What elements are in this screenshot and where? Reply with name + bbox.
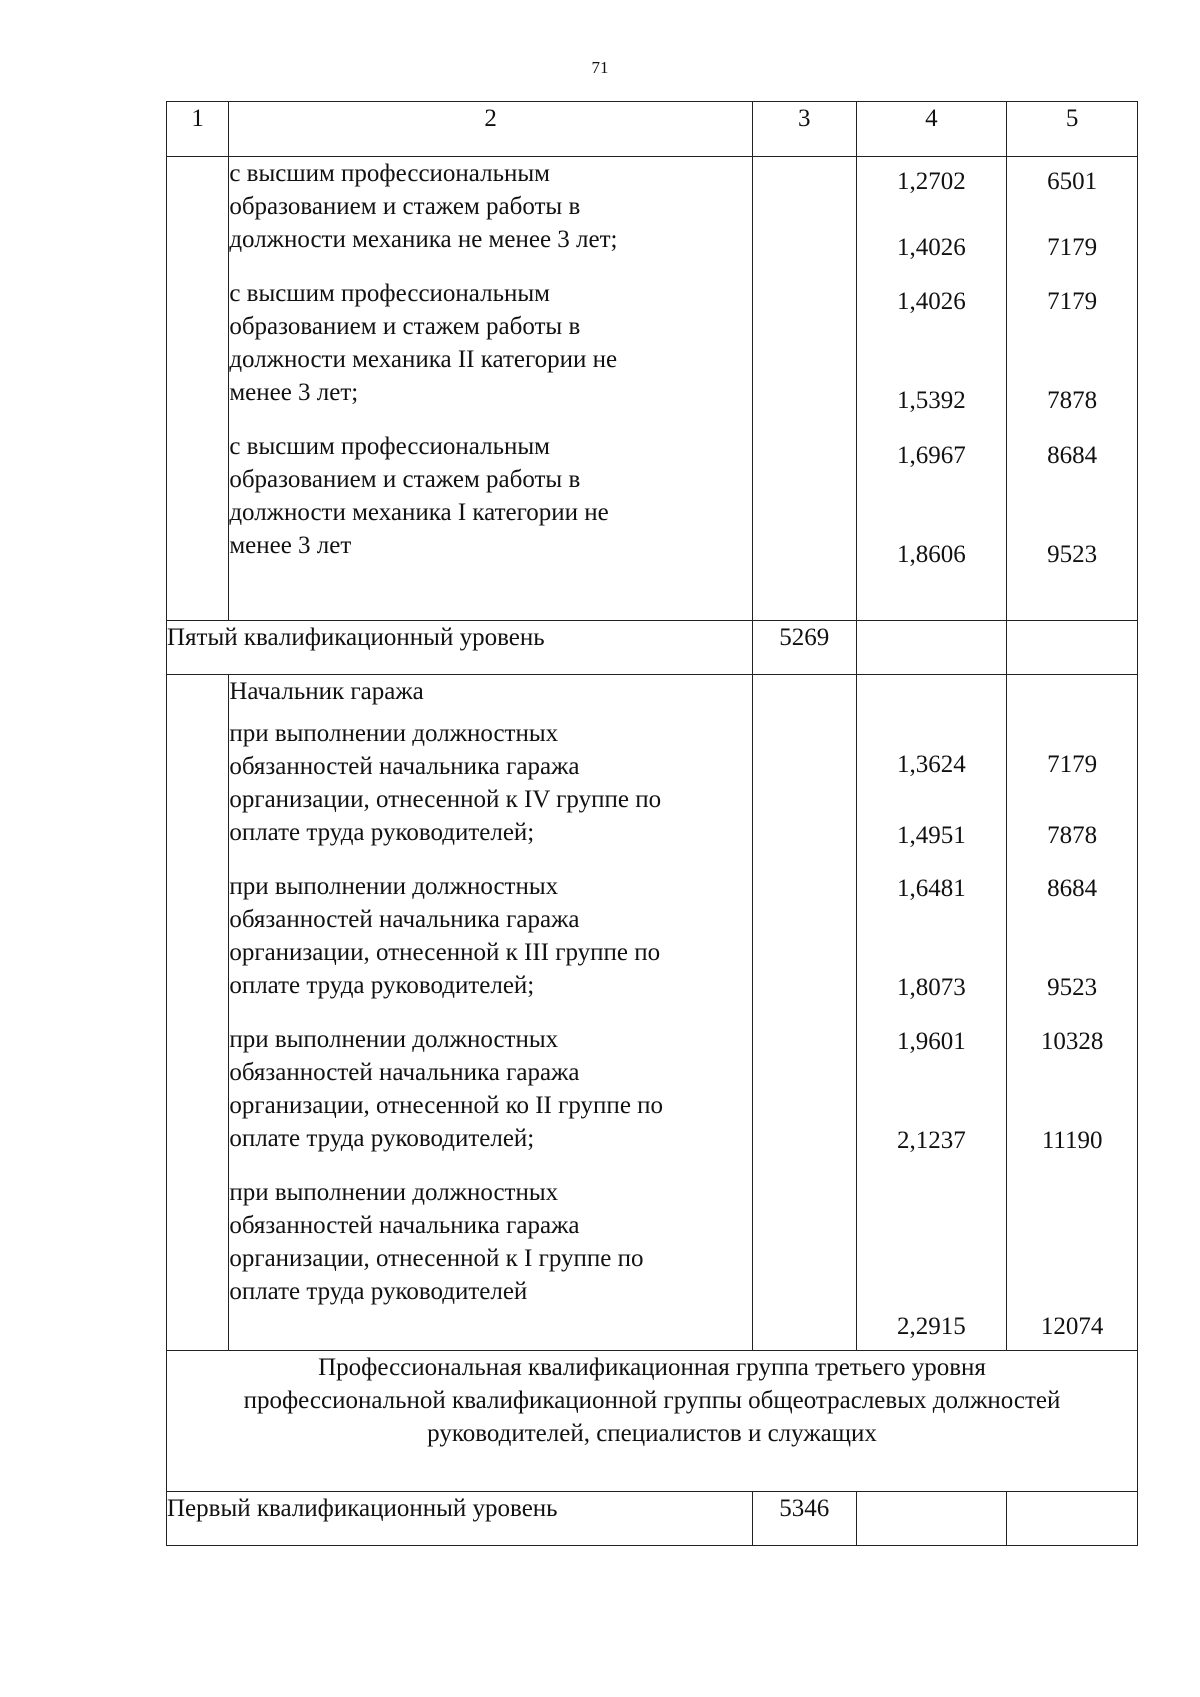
text-line: с высшим профессиональным <box>229 280 550 307</box>
text-line: должности механика II категории не <box>229 346 618 373</box>
qualification-block <box>229 430 752 562</box>
group-heading <box>167 1351 1138 1492</box>
salary-value: 12074 <box>1040 1313 1104 1340</box>
column-header: 2 <box>229 102 753 157</box>
salary-cell <box>1007 157 1138 621</box>
coefficient-value: 1,2702 <box>897 168 966 195</box>
coefficient-value: 1,6967 <box>897 442 966 469</box>
position-description-cell <box>229 675 753 1351</box>
text-line: организации, отнесенной к IV группе по <box>229 786 662 813</box>
text-line: при выполнении должностных <box>229 873 559 900</box>
salary-value: 7179 <box>1047 234 1098 261</box>
coefficient-value: 2,2915 <box>897 1313 966 1340</box>
qualification-block <box>229 870 752 1002</box>
column-header: 3 <box>753 102 857 157</box>
header-row <box>167 102 1138 157</box>
text-line: обязанностей начальника гаража <box>229 753 580 780</box>
text-line: должности механика не менее 3 лет; <box>229 226 618 253</box>
text-line: обязанностей начальника гаража <box>229 1059 580 1086</box>
empty-cell <box>1007 1492 1138 1546</box>
salary-cell <box>1007 675 1138 1351</box>
salary-value: 11190 <box>1041 1127 1103 1154</box>
salary-value: 7179 <box>1047 751 1098 778</box>
text-line: оплате труда руководителей; <box>229 1125 535 1152</box>
coefficient-value: 1,8073 <box>897 974 966 1001</box>
table-row <box>167 675 1138 1351</box>
coefficient-value: 1,5392 <box>897 387 966 414</box>
qualification-block <box>229 157 752 256</box>
qualification-block <box>229 1176 752 1308</box>
qualification-block <box>229 717 752 849</box>
position-description-cell <box>229 157 753 621</box>
coefficient-value: 1,3624 <box>897 751 966 778</box>
salary-value: 8684 <box>1047 442 1098 469</box>
text-line: обязанностей начальника гаража <box>229 906 580 933</box>
table-row <box>167 157 1138 621</box>
text-line: организации, отнесенной ко II группе по <box>229 1092 664 1119</box>
group-heading-line: профессиональной квалификационной группы общеотраслевых должностей <box>243 1387 1061 1414</box>
text-line: организации, отнесенной к III группе по <box>229 939 661 966</box>
empty-cell <box>167 675 229 1351</box>
text-line: обязанностей начальника гаража <box>229 1212 580 1239</box>
qualification-block <box>229 1023 752 1155</box>
text-line: образованием и стажем работы в <box>229 466 581 493</box>
level-label: Пятый квалификационный уровень <box>167 621 753 675</box>
empty-cell <box>753 157 857 621</box>
empty-cell <box>856 1492 1007 1546</box>
group-heading-row <box>167 1351 1138 1492</box>
text-line: образованием и стажем работы в <box>229 193 581 220</box>
text-line: должности механика I категории не <box>229 499 609 526</box>
level-base-salary: 5269 <box>753 621 857 675</box>
qualification-block <box>229 277 752 409</box>
coefficient-value: 1,8606 <box>897 541 966 568</box>
text-line: оплате труда руководителей; <box>229 972 535 999</box>
coefficient-cell <box>856 675 1007 1351</box>
page-number: 71 <box>591 58 609 77</box>
salary-value: 9523 <box>1047 974 1098 1001</box>
text-line: при выполнении должностных <box>229 720 559 747</box>
salary-value: 7878 <box>1047 822 1098 849</box>
empty-cell <box>1007 621 1138 675</box>
group-heading-line: руководителей, специалистов и служащих <box>427 1420 877 1447</box>
empty-cell <box>856 621 1007 675</box>
group-heading-line: Профессиональная квалификационная группа третьего уровня <box>318 1354 986 1381</box>
coefficient-value: 1,6481 <box>897 875 966 902</box>
coefficient-value: 1,4951 <box>897 822 966 849</box>
text-line: с высшим профессиональным <box>229 433 550 460</box>
salary-table <box>166 101 1138 1546</box>
level-label: Первый квалификационный уровень <box>167 1492 753 1546</box>
column-header: 4 <box>856 102 1007 157</box>
empty-cell <box>753 675 857 1351</box>
text-line: оплате труда руководителей <box>229 1278 528 1305</box>
salary-value: 8684 <box>1047 875 1098 902</box>
salary-value: 10328 <box>1040 1028 1104 1055</box>
qualification-level-row <box>167 1492 1138 1546</box>
qualification-level-row <box>167 621 1138 675</box>
coefficient-cell <box>856 157 1007 621</box>
coefficient-value: 1,4026 <box>897 288 966 315</box>
salary-value: 6501 <box>1047 168 1098 195</box>
text-line: при выполнении должностных <box>229 1179 559 1206</box>
coefficient-value: 2,1237 <box>897 1127 966 1154</box>
text-line: менее 3 лет <box>229 532 352 559</box>
position-title: Начальник гаража <box>229 678 424 705</box>
salary-value: 7878 <box>1047 387 1098 414</box>
column-header: 5 <box>1007 102 1138 157</box>
coefficient-value: 1,4026 <box>897 234 966 261</box>
salary-value: 7179 <box>1047 288 1098 315</box>
salary-value: 9523 <box>1047 541 1098 568</box>
empty-cell <box>167 157 229 621</box>
text-line: при выполнении должностных <box>229 1026 559 1053</box>
coefficient-value: 1,9601 <box>897 1028 966 1055</box>
text-line: организации, отнесенной к I группе по <box>229 1245 644 1272</box>
text-line: образованием и стажем работы в <box>229 313 581 340</box>
column-header: 1 <box>167 102 229 157</box>
level-base-salary: 5346 <box>753 1492 857 1546</box>
text-line: оплате труда руководителей; <box>229 819 535 846</box>
text-line: менее 3 лет; <box>229 379 359 406</box>
text-line: с высшим профессиональным <box>229 160 550 187</box>
